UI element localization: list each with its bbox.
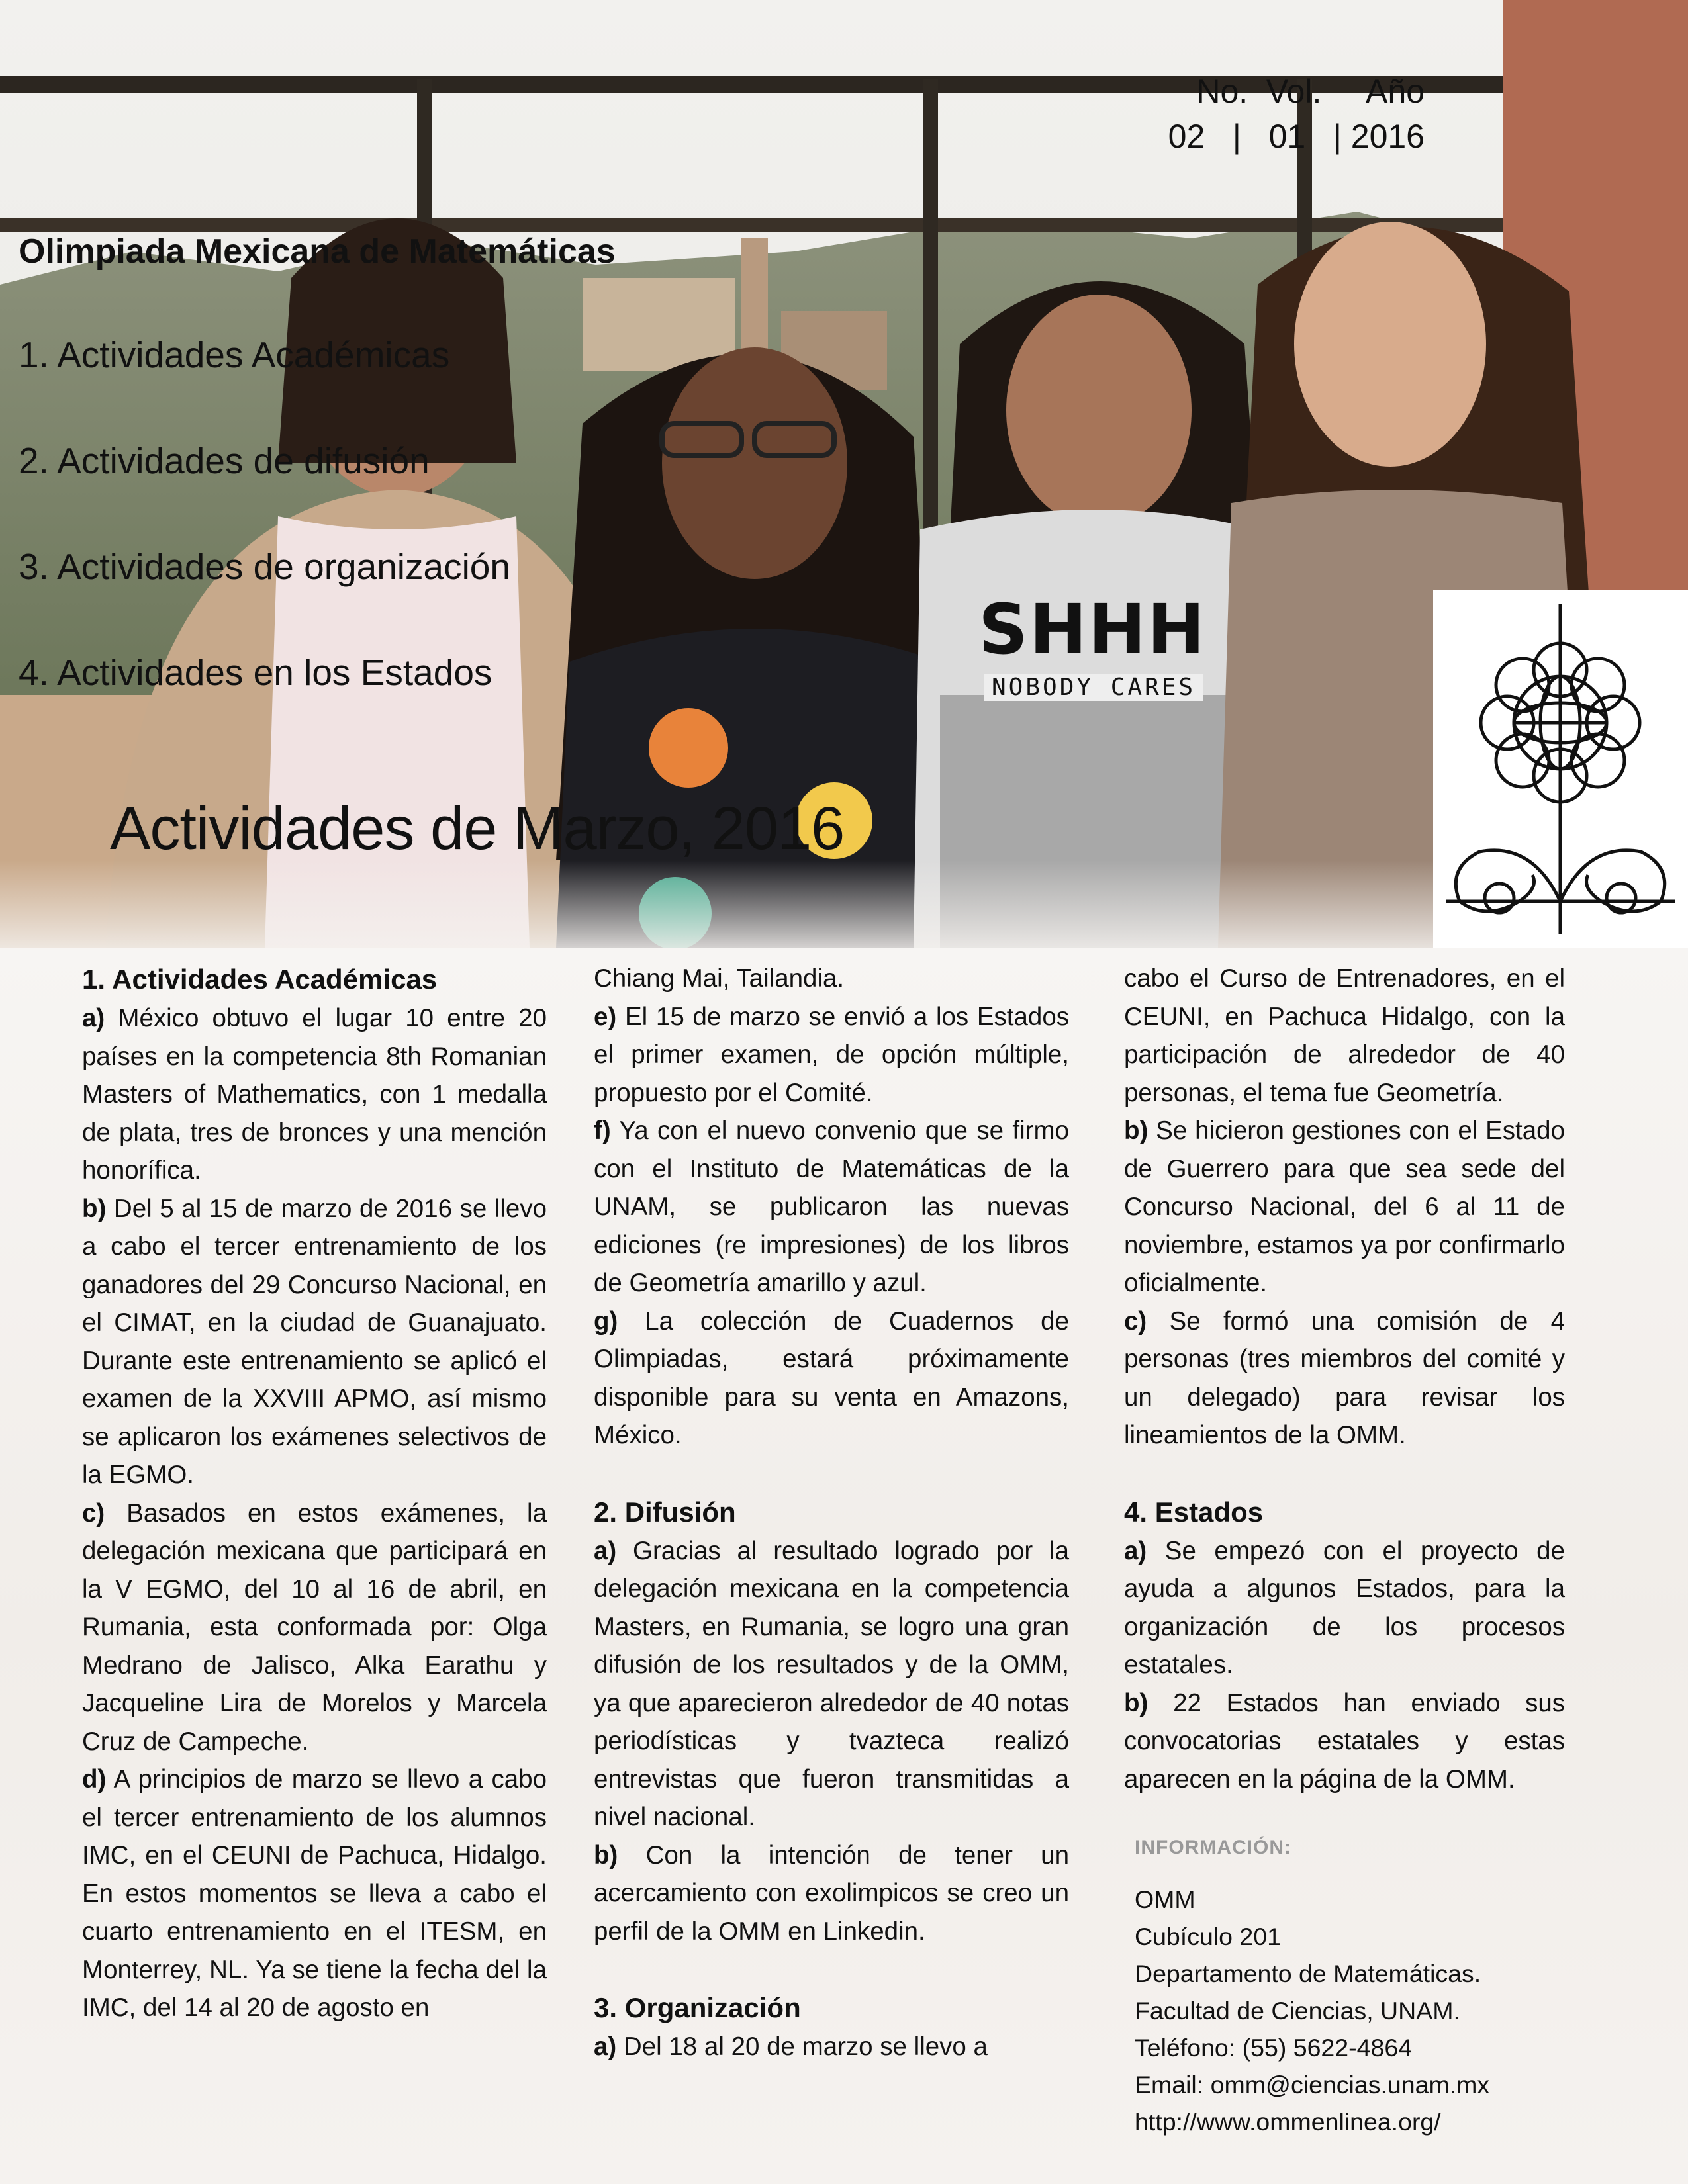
contact-department: Departamento de Matemáticas. [1135, 1960, 1481, 1987]
item-label: a) [594, 2032, 617, 2061]
item-text: México obtuvo el lugar 10 entre 20 países en la competencia 8th Romanian Masters of Mathematics, con 1 medalla de plata, tres de bronces y una mención honorífica. [82, 1004, 547, 1185]
item-label: b) [82, 1194, 107, 1223]
academic-item-g [594, 1302, 1069, 1455]
issue-info [1168, 69, 1425, 159]
diffusion-item-b [594, 1837, 1069, 1951]
section-heading-organization: 3. Organización [594, 1992, 801, 2023]
column-3 [1124, 960, 1565, 1798]
column-1 [82, 960, 547, 2027]
item-label: c) [1124, 1306, 1147, 1336]
section-heading-academic: 1. Actividades Académicas [82, 964, 438, 995]
contact-faculty: Facultad de Ciencias, UNAM. [1135, 1997, 1460, 2025]
organization-item-a-continuation: cabo el Curso de Entrenadores, en el CEUNI, en Pachuca Hidalgo, con la participación de alrededor de 40 personas, el tema fue Geometría. [1124, 964, 1565, 1107]
item-label: b) [1124, 1688, 1149, 1717]
item-label: b) [1124, 1116, 1149, 1145]
academic-item-d [82, 1760, 547, 2027]
item-label: a) [82, 1004, 105, 1032]
organization-item-b [1124, 1112, 1565, 1302]
item-text: Se formó una comisión de 4 personas (tres miembros del comité y un delegado) para revisar los lineamientos de la OMM. [1124, 1306, 1565, 1449]
item-label: c) [82, 1498, 105, 1527]
item-label: f) [594, 1116, 611, 1145]
item-label: d) [82, 1765, 107, 1794]
academic-item-b [82, 1190, 547, 1494]
contact-info [1135, 1829, 1489, 2140]
omm-flower-logo-drawing [1433, 590, 1688, 948]
contents-menu [19, 335, 510, 758]
item-text: Basados en estos exámenes, la delegación mexicana que participará en la V EGMO, del 10 al 16 de abril, en Rumania, esta conformada por: Olga Medrano de Jalisco, Alka Earathu y Jacqueline Lira de Morelos y Marcela Cruz de Campeche. [82, 1498, 547, 1756]
academic-item-c [82, 1494, 547, 1761]
item-text: La colección de Cuadernos de Olimpiadas, estará próximamente disponible para su venta en Amazons, México. [594, 1306, 1069, 1449]
contact-org: OMM [1135, 1886, 1196, 1913]
academic-item-a [82, 999, 547, 1190]
item-text: Se hicieron gestiones con el Estado de Guerrero para que sea sede del Concurso Nacional, del 6 al 11 de noviembre, estamos ya por confirmarlo oficialmente. [1124, 1116, 1565, 1297]
item-label: a) [1124, 1536, 1147, 1565]
issue-values: 02 | 01 | 2016 [1168, 118, 1425, 155]
contact-office: Cubículo 201 [1135, 1923, 1281, 1950]
issue-title: Actividades de Marzo, 2016 [110, 795, 845, 862]
brand-title: Olimpiada Mexicana de Matemáticas [19, 232, 616, 271]
menu-item-academic[interactable]: 1. Actividades Académicas [19, 334, 450, 375]
item-text: Gracias al resultado logrado por la delegación mexicana en la competencia Masters, en Rumania, se logro una gran difusión de los resultados y de la OMM, ya que aparecieron alrededor de 40 notas periodísticas y tvazteca realizó entrevistas que fueron transmitidas a nivel nacional. [594, 1536, 1069, 1831]
column-2 [594, 960, 1069, 2066]
item-text: 22 Estados han enviado sus convocatorias estatales y estas aparecen en la página de la OMM. [1124, 1688, 1565, 1794]
shirt-graphic-big: SHHH [978, 589, 1207, 670]
academic-item-e [594, 998, 1069, 1113]
academic-item-d-continuation: Chiang Mai, Tailandia. [594, 964, 845, 993]
section-heading-states: 4. Estados [1124, 1496, 1264, 1527]
contact-heading: INFORMACIÓN: [1135, 1837, 1291, 1858]
section-heading-diffusion: 2. Difusión [594, 1496, 736, 1527]
academic-item-f [594, 1112, 1069, 1302]
organization-item-a [594, 2028, 1069, 2066]
item-label: g) [594, 1306, 618, 1336]
shirt-graphic-small: NOBODY CARES [984, 674, 1203, 701]
item-text: Del 18 al 20 de marzo se llevo a [616, 2032, 988, 2061]
contact-website-link[interactable]: http://www.ommenlinea.org/ [1135, 2108, 1441, 2136]
item-label: a) [594, 1536, 617, 1565]
contact-phone: Teléfono: (55) 5622-4864 [1135, 2034, 1413, 2062]
item-text: Con la intención de tener un acercamiento con exolimpicos se creo un perfil de la OMM en Linkedin. [594, 1841, 1069, 1946]
contact-email[interactable]: Email: omm@ciencias.unam.mx [1135, 2071, 1490, 2099]
item-text: A principios de marzo se llevo a cabo el tercer entrenamiento de los alumnos IMC, en el CEUNI de Pachuca, Hidalgo. En estos momentos se lleva a cabo el cuarto entrenamiento en el ITESM, en Monterrey, NL. Ya se tiene la fecha del la IMC, del 14 al 20 de agosto en [82, 1765, 547, 2022]
menu-item-diffusion[interactable]: 2. Actividades de difusión [19, 440, 430, 481]
item-text: Ya con el nuevo convenio que se firmo con el Instituto de Matemáticas de la UNAM, se publicaron las nuevas ediciones (re impresiones) de los libros de Geometría amarillo y azul. [594, 1116, 1069, 1297]
item-text: Del 5 al 15 de marzo de 2016 se llevo a cabo el tercer entrenamiento de los ganadores del 29 Concurso Nacional, en el CIMAT, en la ciudad de Guanajuato. Durante este entrenamiento se aplicó el examen de la XXVIII APMO, así mismo se aplicaron los exámenes selectivos de la EGMO. [82, 1194, 547, 1489]
menu-item-states[interactable]: 4. Actividades en los Estados [19, 652, 492, 693]
diffusion-item-a [594, 1532, 1069, 1837]
organization-item-c [1124, 1302, 1565, 1455]
item-text: Se empezó con el proyecto de ayuda a algunos Estados, para la organización de los procesos estatales. [1124, 1536, 1565, 1679]
item-text: El 15 de marzo se envió a los Estados el primer examen, de opción múltiple, propuesto por el Comité. [594, 1002, 1069, 1107]
states-item-a [1124, 1532, 1565, 1684]
omm-flower-logo [1433, 590, 1688, 948]
menu-item-organization[interactable]: 3. Actividades de organización [19, 546, 510, 587]
issue-header: No. Vol. Año [1196, 73, 1425, 110]
item-label: e) [594, 1002, 617, 1031]
item-label: b) [594, 1841, 618, 1870]
states-item-b [1124, 1684, 1565, 1799]
